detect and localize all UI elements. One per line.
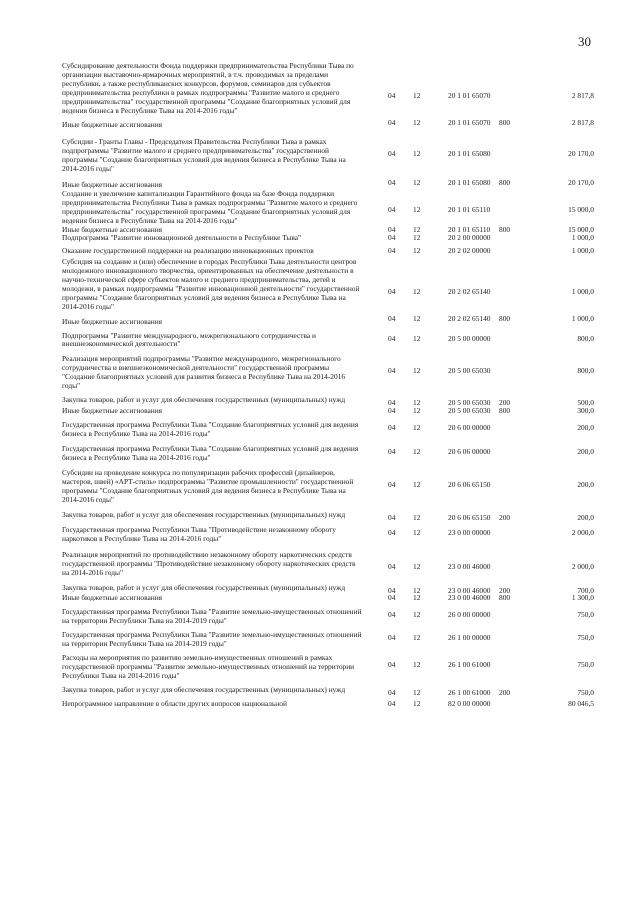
row-section: 04	[388, 513, 396, 523]
row-subsection: 12	[413, 246, 421, 256]
row-name: Государственная программа Республики Тыва "Противодействие незаконному обороту наркотиков в Республике Тыва на 2014-2016 годы"	[62, 524, 336, 543]
row-subsection: 12	[413, 118, 421, 128]
row-subsection: 12	[413, 633, 421, 643]
table-row	[62, 62, 602, 115]
row-amount: 200,0	[577, 446, 594, 456]
row-section: 04	[388, 527, 396, 537]
table-row	[62, 407, 602, 416]
row-target-code: 20 1 01 65070	[448, 91, 491, 100]
row-section: 04	[388, 633, 396, 643]
row-amount: 800,0	[577, 366, 594, 376]
row-amount: 750,0	[577, 687, 594, 697]
row-expense-type: 800	[499, 118, 511, 128]
row-expense-type: 800	[499, 224, 511, 234]
table-row	[62, 355, 602, 391]
row-amount: 200,0	[577, 480, 594, 490]
row-section: 04	[388, 561, 396, 571]
row-section: 04	[388, 593, 396, 603]
row-name: Иные бюджетные ассигнования	[62, 224, 163, 234]
row-section: 04	[388, 313, 396, 323]
row-subsection: 12	[413, 659, 421, 669]
row-target-code: 20 5 00 65030	[448, 366, 491, 376]
row-subsection: 12	[413, 687, 421, 697]
row-expense-type: 800	[499, 405, 511, 415]
row-subsection: 12	[413, 480, 421, 490]
table-row	[62, 584, 602, 593]
row-amount: 750,0	[577, 610, 594, 620]
row-amount: 15 000,0	[568, 224, 594, 234]
page-number: 30	[578, 34, 591, 49]
row-name: Иные бюджетные ассигнования	[62, 593, 163, 603]
row-amount: 2 000,0	[571, 561, 594, 571]
row-name: Подпрограмма "Развитие международного, межрегионального сотрудничества и внешнеэкономической деятельности"	[62, 330, 317, 349]
row-name: Субсидия на создание и (или) обеспечение в городах Республики Тыва деятельности центров молодежного инновационного творчества, ориентированных на обеспечение деятельности в научно-технической сфере субъектов малого и среднего предпринимательства, детей и молодежи, в рамках подпрограммы "Развитие инновационной деятельности" государственной программы "Создание благоприятных условий для ведения бизнеса в Республике Тыва на 2014-2016 годы"	[62, 257, 360, 311]
row-section: 04	[388, 405, 396, 415]
row-name: Закупка товаров, работ и услуг для обеспечения государственных (муниципальных) нужд	[62, 582, 346, 592]
row-expense-type: 800	[499, 593, 511, 603]
row-subsection: 12	[413, 513, 421, 523]
row-amount: 750,0	[577, 633, 594, 643]
row-subsection: 12	[413, 224, 421, 234]
row-subsection: 12	[413, 698, 421, 708]
row-target-code: 23 0 00 46000	[448, 561, 491, 571]
row-expense-type: 200	[499, 585, 511, 595]
row-amount: 15 000,0	[568, 204, 594, 214]
row-amount: 800,0	[577, 333, 594, 343]
row-amount: 20 170,0	[568, 149, 594, 159]
row-target-code: 20 6 06 00000	[448, 446, 491, 456]
row-target-code: 20 5 00 00000	[448, 333, 491, 343]
row-target-code: 20 1 01 65080	[448, 149, 491, 159]
table-row	[62, 551, 602, 578]
row-name: Создание и увеличение капитализации Гарантийного фонда на базе Фонда поддержки предпринимательства Республики Тыва в рамках подпрограммы "Развитие малого и среднего предпринимательства" государственной программы "Создание благоприятных условий для ведения бизнеса в Республике Тыва на 2014-2016 годы"	[62, 188, 358, 225]
row-subsection: 12	[413, 333, 421, 343]
row-subsection: 12	[413, 287, 421, 297]
table-row	[62, 258, 602, 311]
table-row	[62, 247, 602, 256]
row-name: Субсидии на проведение конкурса по популяризации рабочих профессий (дизайнеров, мастеров, швей) «АРТ-стиль» подпрограммы "Развитие промышленности" государственной программы "Создание благоприятных условий для ведения бизнеса в Республике Тыва на 2014-2016 годы"	[62, 468, 354, 505]
row-target-code: 23 0 00 00000	[448, 527, 491, 537]
row-expense-type: 200	[499, 398, 511, 407]
row-name: Закупка товаров, работ и услуг для обеспечения государственных (муниципальных) нужд	[62, 395, 346, 404]
row-subsection: 12	[413, 446, 421, 456]
row-target-code: 20 2 02 65140	[448, 287, 491, 297]
row-amount: 80 046,5	[568, 698, 594, 708]
row-section: 04	[388, 480, 396, 490]
table-row	[62, 138, 602, 174]
row-expense-type: 800	[499, 313, 511, 323]
row-section: 04	[388, 659, 396, 669]
row-target-code: 20 2 02 65140	[448, 313, 491, 323]
row-name: Расходы на мероприятия по развитию земельно-имущественных отношений в рамках государственной программы "Развитие земельно-имущественных отношений на территории Республики Тыва на 2014-2016 годы"	[62, 652, 355, 680]
row-subsection: 12	[413, 91, 421, 100]
row-section: 04	[388, 233, 396, 243]
table-row	[62, 608, 602, 626]
row-subsection: 12	[413, 233, 421, 243]
row-expense-type: 800	[499, 177, 511, 187]
row-section: 04	[388, 698, 396, 708]
row-section: 04	[388, 149, 396, 159]
row-target-code: 20 1 01 65110	[448, 204, 491, 214]
row-amount: 750,0	[577, 659, 594, 669]
row-name: Субсидирование деятельности Фонда поддержки предпринимательства Республики Тыва по организации выставочно-ярмарочных мероприятий, в т.ч. проводимых за пределами республики, а также республиканских конкурсов, форумов, семинаров для субъектов предпринимательства республики в рамках подпрограммы "Развитие малого и среднего предпринимательства" государственной программы "Создание благоприятных условий для ведения бизнеса в Республике Тыва на 2014-2016 годы"	[62, 61, 354, 115]
budget-table	[62, 62, 602, 708]
row-target-code: 20 5 00 65030	[448, 398, 491, 407]
row-section: 04	[388, 118, 396, 128]
table-row	[62, 700, 602, 709]
table-row	[62, 445, 602, 463]
table-row	[62, 118, 602, 130]
row-amount: 1 000,0	[571, 233, 594, 243]
row-amount: 1 000,0	[571, 246, 594, 256]
row-expense-type: 200	[499, 513, 511, 523]
row-target-code: 26 1 00 00000	[448, 633, 491, 643]
row-target-code: 20 6 06 65150	[448, 480, 491, 490]
row-section: 04	[388, 610, 396, 620]
row-amount: 2 817,8	[571, 91, 594, 100]
row-section: 04	[388, 333, 396, 343]
row-section: 04	[388, 585, 396, 595]
row-amount: 1 000,0	[571, 313, 594, 323]
row-target-code: 20 1 01 65070	[448, 118, 491, 128]
row-subsection: 12	[413, 405, 421, 415]
row-amount: 700,0	[577, 585, 594, 595]
row-amount: 20 170,0	[568, 177, 594, 187]
row-target-code: 20 6 00 00000	[448, 422, 491, 432]
row-subsection: 12	[413, 422, 421, 432]
row-target-code: 26 0 00 00000	[448, 610, 491, 620]
row-target-code: 20 2 02 00000	[448, 246, 491, 256]
row-section: 04	[388, 204, 396, 214]
row-amount: 2 817,8	[571, 118, 594, 128]
row-target-code: 26 1 00 61000	[448, 659, 491, 669]
row-subsection: 12	[413, 527, 421, 537]
row-target-code: 20 2 00 00000	[448, 233, 491, 243]
row-target-code: 82 0 00 00000	[448, 698, 491, 708]
row-target-code: 23 0 00 46000	[448, 585, 491, 595]
row-target-code: 26 1 00 61000	[448, 687, 491, 697]
row-target-code: 20 6 06 65150	[448, 513, 491, 523]
row-amount: 500,0	[577, 398, 594, 407]
row-target-code: 20 5 00 65030	[448, 405, 491, 415]
row-target-code: 23 0 00 46000	[448, 593, 491, 603]
table-row	[62, 526, 602, 544]
table-row	[62, 510, 602, 523]
row-section: 04	[388, 446, 396, 456]
row-subsection: 12	[413, 149, 421, 159]
row-name: Государственная программа Республики Тыва "Развитие земельно-имущественных отношений на территории Республики Тыва на 2014-2019 годы"	[62, 607, 362, 626]
row-name: Реализация мероприятий подпрограммы "Развитие международного, межрегионального сотрудничества и внешнеэкономической деятельности" государственной программы "Создание благоприятных условий для развития бизнеса в Республике Тыва на 2014-2016 годы"	[62, 354, 346, 391]
row-name: Государственная программа Республики Тыва "Развитие земельно-имущественных отношений на территории Республики Тыва на 2014-2019 годы"	[62, 630, 362, 649]
table-row	[62, 631, 602, 649]
row-section: 04	[388, 224, 396, 234]
row-section: 04	[388, 287, 396, 297]
row-amount: 1 000,0	[571, 287, 594, 297]
row-subsection: 12	[413, 561, 421, 571]
row-name: Закупка товаров, работ и услуг для обеспечения государственных (муниципальных) нужд	[62, 510, 346, 520]
row-section: 04	[388, 91, 396, 100]
row-section: 04	[388, 422, 396, 432]
table-row	[62, 396, 602, 405]
row-subsection: 12	[413, 610, 421, 620]
table-row	[62, 686, 602, 695]
table-row	[62, 421, 602, 439]
table-row	[62, 469, 602, 505]
row-name: Оказание государственной поддержки на реализацию инновационных проектов	[62, 246, 314, 256]
table-row	[62, 332, 602, 350]
row-subsection: 12	[413, 585, 421, 595]
row-name: Непрограммное направление в области других вопросов национальной	[62, 698, 287, 708]
table-row	[62, 234, 602, 243]
row-amount: 1 300,0	[571, 593, 594, 603]
row-section: 04	[388, 246, 396, 256]
row-target-code: 20 1 01 65080	[448, 177, 491, 187]
row-subsection: 12	[413, 398, 421, 407]
row-amount: 200,0	[577, 513, 594, 523]
row-section: 04	[388, 687, 396, 697]
row-name: Государственная программа Республики Тыва "Создание благоприятных условий для ведения бизнеса в Республике Тыва на 2014-2016 годы"	[62, 443, 359, 462]
row-amount: 2 000,0	[571, 527, 594, 537]
row-subsection: 12	[413, 313, 421, 323]
row-name: Государственная программа Республики Тыва "Создание благоприятных условий для ведения бизнеса в Республике Тыва на 2014-2016 годы"	[62, 419, 359, 438]
row-expense-type: 200	[499, 687, 511, 697]
row-name: Иные бюджетные ассигнования	[62, 405, 163, 415]
row-subsection: 12	[413, 204, 421, 214]
row-target-code: 20 1 01 65110	[448, 224, 491, 234]
row-name: Закупка товаров, работ и услуг для обеспечения государственных (муниципальных) нужд	[62, 684, 346, 694]
row-name: Иные бюджетные ассигнования	[62, 316, 163, 326]
table-row	[62, 190, 602, 226]
row-subsection: 12	[413, 366, 421, 376]
row-name: Субсидии - Гранты Главы - Председателя Правительства Республики Тыва в рамках подпрограммы "Развитие малого и среднего предпринимательства" государственной программы "Создание благоприятных условий для ведения бизнеса в Республике Тыва на 2014-2016 годы"	[62, 137, 346, 174]
table-row	[62, 313, 602, 327]
table-row	[62, 654, 602, 681]
row-name: Реализация мероприятий по противодействию незаконному обороту наркотических средств государственной программы "Противодействие незаконному обороту наркотических средств на 2014-2016 годы"	[62, 549, 356, 577]
row-section: 04	[388, 398, 396, 407]
row-name: Иные бюджетные ассигнования	[62, 120, 163, 130]
row-name: Иные бюджетные ассигнования	[62, 179, 163, 189]
row-amount: 300,0	[577, 405, 594, 415]
row-name: Подпрограмма "Развитие инновационной деятельности в Республике Тыва"	[62, 233, 302, 243]
row-subsection: 12	[413, 177, 421, 187]
table-row	[62, 594, 602, 603]
row-section: 04	[388, 177, 396, 187]
row-section: 04	[388, 366, 396, 376]
row-subsection: 12	[413, 593, 421, 603]
row-amount: 200,0	[577, 422, 594, 432]
